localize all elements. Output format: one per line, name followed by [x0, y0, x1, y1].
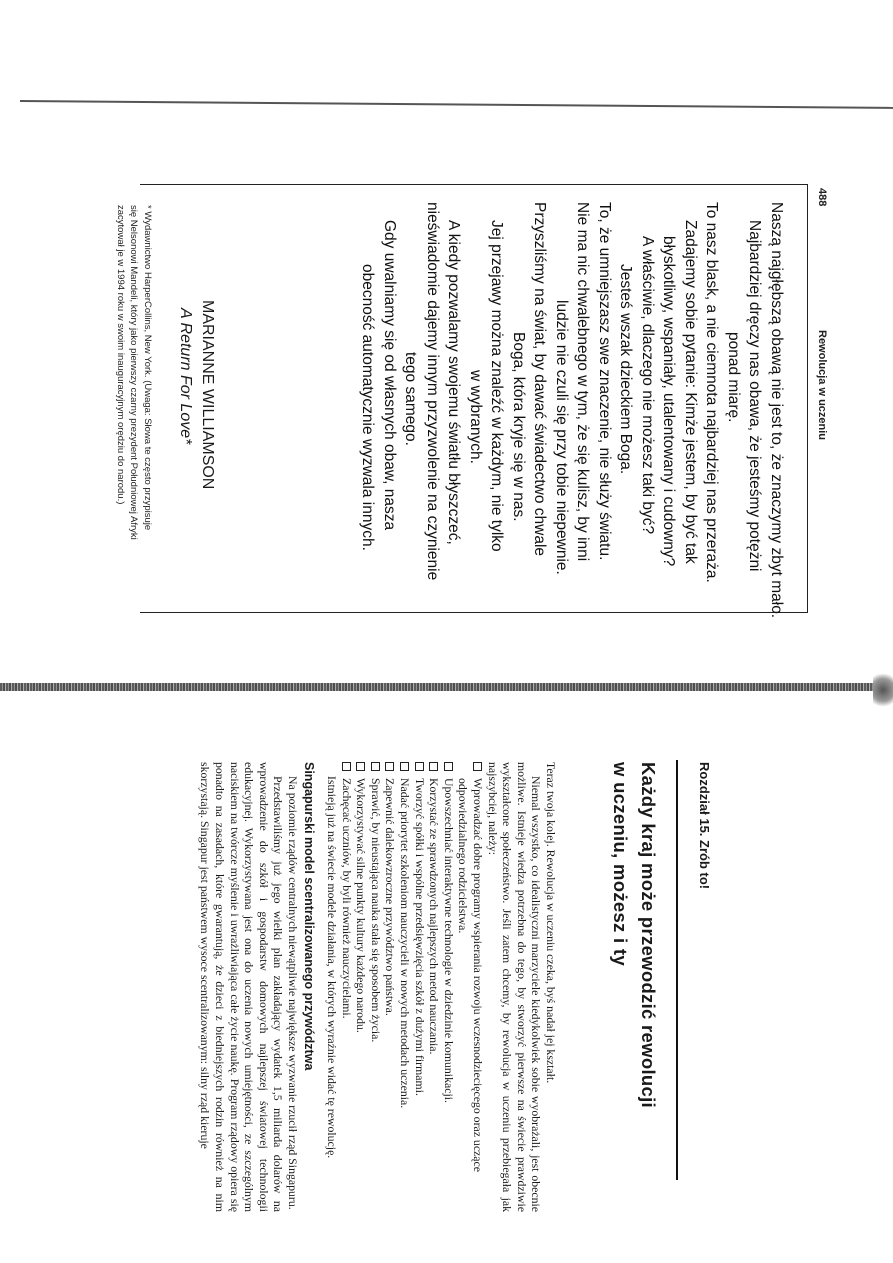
running-head: Rewolucja w uczeniu	[816, 330, 828, 441]
chapter-body	[198, 762, 558, 1212]
list-item-text: Upowszechniać interaktywne technologie w dziedzinie komunikacji.	[441, 778, 456, 1103]
checkbox-bullet-icon	[473, 762, 482, 771]
poem-line: Jej przejawy można znaleźć w każdym, nie tylko	[488, 220, 506, 552]
checkbox-bullet-icon	[429, 762, 438, 771]
poem-line: Zadajemy sobie pytanie: Kimże jestem, by być tak	[682, 220, 699, 564]
poem-line: nieświadomie dajemy innym przyzwolenie na czynienie	[424, 202, 441, 581]
footnote-line: * Wydawnictwo HarperCollins, New York. (Uwaga: Słowa te często przypisuje	[142, 205, 153, 531]
checkbox-bullet-icon	[342, 762, 351, 771]
recommendations-list	[339, 762, 485, 1212]
list-item	[354, 762, 369, 1212]
footnote-line: zacytował je w 1994 roku w swoim inauguracyjnym orędziu do narodu.)	[115, 205, 126, 505]
list-item	[397, 762, 412, 1212]
poem-line: Naszą najgłębszą obawą nie jest to, że znaczymy zbyt mało.	[768, 202, 785, 619]
footnote	[114, 205, 155, 540]
poem-line: Boga, która kryje się w nas.	[510, 332, 527, 522]
list-item	[441, 762, 456, 1212]
poem-line: tego samego.	[402, 352, 420, 446]
poem-line: ludzie nie czuli się przy tobie niepewnie.	[553, 300, 570, 575]
list-item-text: Zapewnić dalekowzroczne przywództwo państwa.	[383, 778, 398, 1016]
intro-paragraph: Teraz twoja kolej. Rewolucja w uczeniu czeka, byś nadał jej kształt.	[544, 762, 558, 1084]
scan-corner-artifact	[873, 670, 893, 710]
list-item	[427, 762, 442, 1212]
poem-line: A kiedy pozwalamy swojemu światłu błyszczeć,	[445, 220, 463, 545]
intro-paragraph: Niemal wszystko, co idealistyczni marzyciele kiedykolwiek sobie wyobrażali, jest obecnie możliwe. Istnieje wiedza potrzebna do tego, by stworzyć pierwsze na świecie prawdziwie wykształcone społeczeństwo. Jeśli zatem chcemy, by rewolucja w uczeniu przebiegała jak najszybciej, należy:	[485, 762, 544, 1212]
chapter-label: Rozdział 15. Zrób to!	[697, 762, 712, 890]
footnote-line: się Nelsonowi Mandeli, który jako pierwszy czarny prezydent Południowej Afryki	[128, 205, 140, 540]
checkbox-bullet-icon	[356, 762, 365, 771]
chapter-title	[606, 762, 662, 1108]
list-item	[456, 762, 485, 1212]
list-item-text: Korzystać ze sprawdzonych najlepszych metod nauczania.	[427, 778, 442, 1055]
poem-line: błyskotliwy, wspaniały, utalentowany i cudowny?	[660, 236, 678, 567]
section-paragraph: Przedstawiliśmy już jego wielki plan zakładający wydatek 1,5 miliarda dolarów na wprowadzenie do szkół i gospodarstw domowych najlepszej światowej technologii edukacyjnej. Wykorzystywana jest ona do uczenia nowych umiejętności, ze szczególnym naciskiem na twórcze myślenie i uwrażliwiająca całe życie naukę. Program rządowy opiera się ponadto na zasadach, które gwarantują, że dzieci z biedniejszych rodzin również na nim skorzystają. Singapur jest państwem wysoce scentralizowanym: silny rząd kieruje	[198, 762, 286, 1212]
scan-edge-line-top	[20, 100, 893, 109]
page-number: 488	[816, 188, 828, 207]
list-item	[412, 762, 427, 1212]
list-item-text: Sprawić, by nieustająca nauka stała się sposobem życia.	[368, 778, 383, 1043]
list-item-text: Wykorzystywać silne punkty kultury każdego narodu.	[354, 778, 369, 1033]
list-item-text: Nadać priorytet szkoleniom nauczycieli w nowych metodach uczenia.	[398, 778, 413, 1109]
checkbox-bullet-icon	[444, 762, 453, 771]
poem-line: ponad miarę.	[725, 332, 742, 423]
chapter-rule	[676, 760, 678, 1180]
section-paragraph: Na poziomie rządów centralnych niewątpliwie największe wyzwanie rzucił rząd Singapuru.	[285, 776, 300, 1210]
checkbox-bullet-icon	[385, 762, 394, 771]
chapter-title-line: Każdy kraj może przewodzić rewolucji	[638, 762, 659, 1108]
poem-line: obecność automatycznie wyzwala innych.	[359, 264, 377, 551]
author-name: MARIANNE WILLIAMSON	[199, 300, 216, 490]
checkbox-bullet-icon	[371, 762, 380, 771]
poem-line: Gdy uwalniamy się od własnych obaw, nasza	[381, 220, 398, 531]
section-heading: Singapurski model scentralizowanego przywództwa	[302, 762, 317, 1071]
poem-line: Jesteś wszak dzieckiem Boga.	[617, 264, 635, 475]
list-item-text: Tworzyć spółki i wspólne przedsięwzięcia szkół z dużymi firmami.	[412, 778, 427, 1096]
poem-line: To, że umniejszasz swe znaczenie, nie służy światu.	[596, 202, 613, 561]
list-item	[368, 762, 383, 1212]
attribution	[174, 300, 218, 489]
page-fold-shadow	[0, 683, 893, 691]
closing-paragraph: Istnieją już na świecie modele działania, w których wyraźnie widać tę rewolucję.	[325, 776, 340, 1159]
poem-line: Przyszliśmy na świat, by dawać świadectwo chwale	[531, 202, 549, 557]
list-item	[339, 762, 354, 1212]
checkbox-bullet-icon	[415, 762, 424, 771]
work-title: A Return For Love*	[177, 308, 194, 445]
poem-line: Nie ma nic chwalebnego w tym, że się kulisz, by inni	[574, 202, 592, 562]
poem-line: w wybranych.	[467, 370, 484, 464]
checkbox-bullet-icon	[400, 762, 409, 771]
poem-line: Najbardziej dręczy nas obawa, że jesteśmy potężni	[746, 220, 764, 572]
list-item-text: Zachęcać uczniów, by byli również nauczycielami.	[339, 778, 354, 1019]
list-item-text: Wprowadzać dobre programy wspierania rozwoju wczesnodziecięcego oraz uczące odpowiedzialnego rodzicielstwa.	[456, 778, 486, 1173]
poem-line: A właściwie, dlaczego nie możesz taki być?	[639, 236, 656, 535]
list-item	[383, 762, 398, 1212]
poem	[357, 202, 787, 618]
poem-line: To nasz blask, a nie ciemnota najbardziej nas przeraża.	[703, 202, 721, 583]
chapter-title-line: w uczeniu, możesz i ty	[610, 762, 631, 966]
